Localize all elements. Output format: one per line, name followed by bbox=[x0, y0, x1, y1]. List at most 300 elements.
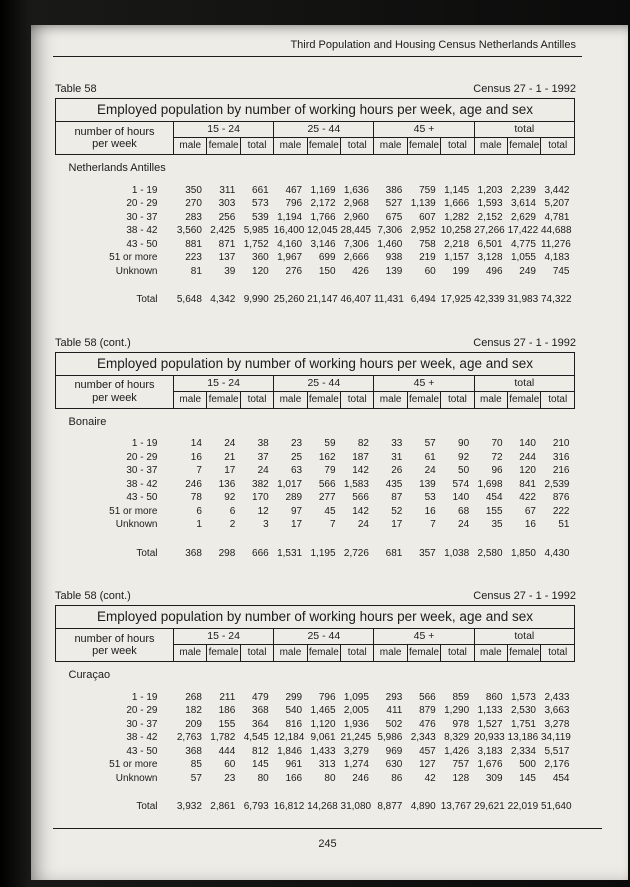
age-group-header-total: total bbox=[474, 122, 574, 138]
value-cell: 7,306 bbox=[343, 238, 369, 250]
row-label: Total bbox=[136, 294, 158, 305]
value-cell: 61 bbox=[424, 451, 436, 463]
value-cell: 1,120 bbox=[310, 718, 336, 730]
value-cell: 444 bbox=[218, 745, 236, 757]
value-cell: 1,017 bbox=[277, 478, 303, 490]
value-cell: 5,985 bbox=[243, 225, 269, 236]
value-cell: 46,407 bbox=[340, 294, 372, 305]
value-cell: 39 bbox=[224, 265, 236, 277]
value-cell: 136 bbox=[218, 478, 236, 490]
sub-header-total: total bbox=[341, 391, 374, 408]
value-cell: 87 bbox=[391, 492, 403, 503]
data-row bbox=[56, 251, 575, 265]
value-cell: 630 bbox=[385, 759, 403, 770]
value-cell: 2,005 bbox=[343, 705, 369, 716]
value-cell: 607 bbox=[419, 211, 436, 223]
value-cell: 311 bbox=[219, 184, 236, 196]
value-cell: 876 bbox=[552, 492, 570, 503]
value-cell: 3,278 bbox=[544, 718, 570, 730]
value-cell: 5,517 bbox=[544, 745, 570, 757]
value-cell: 293 bbox=[385, 691, 403, 703]
table-label: Table 58 (cont.) bbox=[55, 590, 131, 602]
data-row bbox=[56, 518, 575, 532]
value-cell: 4,160 bbox=[277, 238, 303, 250]
age-group-header-45plus: 45 + bbox=[374, 122, 474, 138]
value-cell: 25 bbox=[291, 451, 303, 463]
value-cell: 350 bbox=[185, 184, 202, 196]
value-cell: 6,501 bbox=[477, 238, 503, 250]
value-cell: 14 bbox=[190, 438, 202, 449]
value-cell: 145 bbox=[252, 759, 269, 770]
value-cell: 496 bbox=[485, 265, 503, 277]
sub-header-total: total bbox=[341, 645, 374, 662]
hours-column-header: number of hours per week bbox=[56, 375, 174, 408]
value-cell: 14,268 bbox=[307, 801, 338, 812]
sub-header-total: total bbox=[441, 391, 474, 408]
value-cell: 277 bbox=[318, 492, 336, 503]
value-cell: 7 bbox=[430, 519, 436, 530]
value-cell: 426 bbox=[352, 265, 369, 277]
value-cell: 1,038 bbox=[444, 547, 470, 559]
row-label: 51 or more bbox=[109, 505, 158, 517]
age-group-header-total: total bbox=[474, 629, 574, 645]
row-label: Unknown bbox=[115, 519, 158, 530]
value-cell: 24 bbox=[458, 519, 470, 530]
value-cell: 1,666 bbox=[444, 198, 470, 209]
value-cell: 210 bbox=[552, 438, 570, 449]
value-cell: 859 bbox=[452, 691, 470, 703]
value-cell: 796 bbox=[318, 691, 336, 703]
sub-header-total: total bbox=[240, 645, 273, 662]
value-cell: 283 bbox=[185, 211, 202, 223]
sub-header-female: female bbox=[307, 645, 340, 662]
value-cell: 21,147 bbox=[307, 294, 338, 305]
sub-header-female: female bbox=[207, 138, 240, 155]
age-group-header-25-44: 25 - 44 bbox=[274, 375, 374, 391]
value-cell: 5,648 bbox=[176, 294, 202, 305]
value-cell: 1,766 bbox=[310, 211, 336, 223]
value-cell: 21,245 bbox=[340, 732, 372, 743]
value-cell: 42,339 bbox=[474, 294, 505, 305]
value-cell: 566 bbox=[352, 492, 369, 503]
value-cell: 60 bbox=[224, 759, 236, 770]
sub-header-total: total bbox=[441, 645, 474, 662]
value-cell: 978 bbox=[452, 718, 470, 730]
value-cell: 12 bbox=[257, 505, 269, 517]
table-title: Employed population by number of working hours per week, age and sex bbox=[56, 352, 575, 375]
value-cell: 479 bbox=[252, 691, 269, 703]
value-cell: 1,133 bbox=[477, 705, 503, 716]
value-cell: 2,580 bbox=[477, 547, 503, 559]
value-cell: 1,967 bbox=[277, 252, 303, 263]
region-label: Curaçao bbox=[68, 669, 111, 681]
value-cell: 22,019 bbox=[507, 801, 539, 812]
sub-header-male: male bbox=[274, 138, 307, 155]
value-cell: 6 bbox=[196, 505, 202, 517]
value-cell: 268 bbox=[185, 691, 202, 703]
value-cell: 13,186 bbox=[507, 732, 539, 743]
sub-header-male: male bbox=[274, 391, 307, 408]
value-cell: 187 bbox=[352, 451, 369, 463]
value-cell: 2,172 bbox=[310, 198, 336, 209]
census-table bbox=[55, 605, 575, 814]
value-cell: 127 bbox=[419, 759, 436, 770]
value-cell: 97 bbox=[291, 505, 303, 517]
value-cell: 120 bbox=[252, 265, 269, 277]
value-cell: 60 bbox=[424, 265, 436, 277]
value-cell: 2,239 bbox=[510, 184, 536, 196]
sub-header-male: male bbox=[174, 391, 207, 408]
value-cell: 4,342 bbox=[210, 294, 236, 305]
value-cell: 313 bbox=[318, 759, 336, 770]
value-cell: 3,442 bbox=[544, 184, 570, 196]
region-row bbox=[56, 662, 575, 691]
value-cell: 382 bbox=[252, 478, 269, 490]
value-cell: 2,334 bbox=[510, 745, 536, 757]
value-cell: 2,218 bbox=[444, 238, 470, 250]
value-cell: 1,426 bbox=[444, 745, 470, 757]
value-cell: 24 bbox=[224, 438, 236, 449]
sub-header-male: male bbox=[374, 391, 407, 408]
value-cell: 1,676 bbox=[477, 759, 503, 770]
value-cell: 145 bbox=[519, 772, 536, 784]
value-cell: 2,530 bbox=[510, 705, 536, 716]
value-cell: 309 bbox=[485, 772, 503, 784]
value-cell: 364 bbox=[252, 718, 269, 730]
value-cell: 841 bbox=[519, 478, 536, 490]
value-cell: 681 bbox=[385, 547, 403, 559]
value-cell: 2,763 bbox=[176, 732, 202, 743]
sub-header-male: male bbox=[474, 391, 507, 408]
value-cell: 63 bbox=[291, 465, 303, 476]
value-cell: 17,925 bbox=[440, 294, 472, 305]
value-cell: 270 bbox=[185, 198, 202, 209]
value-cell: 24 bbox=[424, 465, 436, 476]
value-cell: 360 bbox=[252, 252, 269, 263]
data-row bbox=[56, 758, 575, 772]
value-cell: 86 bbox=[391, 772, 403, 784]
region-label: Netherlands Antilles bbox=[68, 162, 166, 174]
value-cell: 35 bbox=[491, 519, 503, 530]
value-cell: 527 bbox=[385, 198, 403, 209]
value-cell: 9,990 bbox=[243, 294, 269, 305]
value-cell: 31,080 bbox=[340, 801, 372, 812]
sub-header-male: male bbox=[374, 138, 407, 155]
value-cell: 661 bbox=[252, 184, 269, 196]
value-cell: 222 bbox=[552, 505, 570, 517]
data-row bbox=[56, 718, 575, 732]
value-cell: 142 bbox=[352, 505, 369, 517]
row-label: Unknown bbox=[115, 772, 158, 784]
value-cell: 299 bbox=[285, 691, 303, 703]
value-cell: 368 bbox=[185, 745, 202, 757]
value-cell: 17 bbox=[291, 519, 303, 530]
value-cell: 53 bbox=[424, 492, 436, 503]
hours-column-header: number of hours per week bbox=[56, 629, 174, 662]
value-cell: 13,767 bbox=[440, 801, 472, 812]
value-cell: 80 bbox=[257, 772, 269, 784]
value-cell: 29,621 bbox=[474, 801, 505, 812]
value-cell: 1,527 bbox=[477, 718, 503, 730]
value-cell: 85 bbox=[190, 759, 202, 770]
value-cell: 59 bbox=[324, 438, 336, 449]
value-cell: 3,614 bbox=[510, 198, 536, 209]
value-cell: 1,752 bbox=[243, 238, 269, 250]
sub-header-female: female bbox=[407, 645, 440, 662]
census-label: Census 27 - 1 - 1992 bbox=[473, 83, 576, 95]
value-cell: 881 bbox=[185, 238, 202, 250]
value-cell: 11,276 bbox=[540, 238, 571, 250]
value-cell: 860 bbox=[485, 691, 503, 703]
value-cell: 1,290 bbox=[444, 705, 470, 716]
page-footer bbox=[53, 828, 602, 850]
value-cell: 675 bbox=[385, 211, 403, 223]
value-cell: 9,061 bbox=[310, 732, 336, 743]
data-row bbox=[56, 437, 575, 451]
value-cell: 128 bbox=[452, 772, 470, 784]
value-cell: 7 bbox=[329, 519, 336, 530]
value-cell: 457 bbox=[419, 745, 436, 757]
value-cell: 24 bbox=[357, 519, 369, 530]
value-cell: 758 bbox=[419, 238, 436, 250]
value-cell: 33 bbox=[391, 438, 403, 449]
value-cell: 812 bbox=[252, 745, 269, 757]
census-table bbox=[55, 352, 575, 561]
value-cell: 2,952 bbox=[410, 225, 436, 236]
row-label: 38 - 42 bbox=[126, 225, 158, 236]
data-row bbox=[56, 238, 575, 252]
value-cell: 155 bbox=[485, 505, 503, 517]
data-row bbox=[56, 491, 575, 505]
value-cell: 26 bbox=[391, 465, 403, 476]
sub-header-total: total bbox=[240, 391, 273, 408]
value-cell: 6 bbox=[229, 505, 236, 517]
value-cell: 211 bbox=[219, 691, 236, 703]
value-cell: 699 bbox=[318, 252, 336, 263]
sub-header-male: male bbox=[174, 645, 207, 662]
value-cell: 1,573 bbox=[510, 691, 536, 703]
value-cell: 38 bbox=[257, 438, 269, 449]
value-cell: 467 bbox=[285, 184, 303, 196]
table-body bbox=[56, 408, 575, 560]
value-cell: 3 bbox=[263, 519, 269, 530]
value-cell: 137 bbox=[218, 252, 236, 263]
sub-header-female: female bbox=[307, 391, 340, 408]
value-cell: 573 bbox=[252, 198, 269, 209]
sub-header-female: female bbox=[407, 391, 440, 408]
row-label: 20 - 29 bbox=[126, 705, 158, 716]
data-row bbox=[56, 772, 575, 786]
value-cell: 540 bbox=[285, 705, 303, 716]
table-title: Employed population by number of working hours per week, age and sex bbox=[56, 99, 575, 122]
sub-header-female: female bbox=[508, 138, 541, 155]
value-cell: 139 bbox=[385, 265, 403, 277]
value-cell: 1,850 bbox=[510, 547, 536, 559]
value-cell: 7 bbox=[196, 465, 202, 476]
value-cell: 140 bbox=[452, 492, 470, 503]
value-cell: 574 bbox=[452, 478, 470, 490]
value-cell: 2,425 bbox=[210, 225, 236, 236]
value-cell: 6,793 bbox=[243, 801, 269, 812]
value-cell: 166 bbox=[285, 772, 303, 784]
data-row bbox=[56, 745, 575, 759]
value-cell: 78 bbox=[190, 492, 202, 503]
value-cell: 25,260 bbox=[273, 294, 305, 305]
value-cell: 316 bbox=[552, 451, 570, 463]
value-cell: 256 bbox=[218, 211, 236, 223]
table-caption bbox=[55, 83, 576, 95]
value-cell: 186 bbox=[218, 705, 236, 716]
page-number: 245 bbox=[318, 838, 337, 850]
value-cell: 422 bbox=[519, 492, 536, 503]
value-cell: 1,055 bbox=[510, 252, 536, 263]
hours-column-header: number of hours per week bbox=[56, 122, 174, 155]
row-label: Unknown bbox=[115, 265, 158, 277]
value-cell: 368 bbox=[252, 705, 269, 716]
value-cell: 502 bbox=[385, 718, 403, 730]
table-section-bonaire bbox=[55, 337, 576, 561]
value-cell: 1,846 bbox=[277, 745, 303, 757]
sub-header-female: female bbox=[407, 138, 440, 155]
data-row bbox=[56, 265, 575, 279]
value-cell: 4,183 bbox=[544, 252, 570, 263]
data-row bbox=[56, 731, 575, 745]
value-cell: 170 bbox=[252, 492, 269, 503]
sub-header-male: male bbox=[474, 138, 507, 155]
value-cell: 2,968 bbox=[343, 198, 369, 209]
age-group-header-15-24: 15 - 24 bbox=[174, 375, 274, 391]
table-caption bbox=[55, 590, 576, 602]
value-cell: 74,322 bbox=[540, 294, 572, 305]
value-cell: 454 bbox=[552, 772, 570, 784]
value-cell: 42 bbox=[424, 772, 436, 784]
value-cell: 1,636 bbox=[343, 184, 369, 196]
value-cell: 4,775 bbox=[510, 238, 536, 250]
value-cell: 120 bbox=[519, 465, 536, 476]
value-cell: 79 bbox=[324, 465, 336, 476]
total-row bbox=[56, 785, 575, 814]
value-cell: 666 bbox=[252, 547, 269, 559]
sub-header-female: female bbox=[207, 645, 240, 662]
value-cell: 16 bbox=[424, 505, 436, 517]
age-group-header-15-24: 15 - 24 bbox=[174, 629, 274, 645]
data-row bbox=[56, 197, 575, 211]
value-cell: 2,176 bbox=[544, 759, 570, 770]
table-caption bbox=[55, 337, 576, 349]
value-cell: 142 bbox=[352, 465, 369, 476]
value-cell: 70 bbox=[491, 438, 503, 449]
value-cell: 16 bbox=[190, 451, 202, 463]
value-cell: 3,128 bbox=[477, 252, 503, 263]
value-cell: 1,593 bbox=[477, 198, 503, 209]
value-cell: 961 bbox=[285, 759, 303, 770]
value-cell: 17 bbox=[224, 465, 236, 476]
value-cell: 67 bbox=[524, 505, 536, 517]
value-cell: 244 bbox=[519, 451, 536, 463]
age-group-header-total: total bbox=[474, 375, 574, 391]
value-cell: 23 bbox=[291, 438, 303, 449]
value-cell: 150 bbox=[318, 265, 336, 277]
value-cell: 2,343 bbox=[410, 732, 436, 743]
table-label: Table 58 (cont.) bbox=[55, 336, 131, 349]
value-cell: 1,195 bbox=[310, 547, 336, 559]
value-cell: 3,146 bbox=[310, 238, 336, 250]
row-label: Total bbox=[136, 547, 158, 559]
value-cell: 8,877 bbox=[377, 801, 403, 812]
value-cell: 10,258 bbox=[440, 225, 472, 236]
value-cell: 879 bbox=[419, 705, 436, 716]
value-cell: 6,494 bbox=[410, 294, 436, 305]
value-cell: 219 bbox=[419, 252, 436, 263]
value-cell: 566 bbox=[419, 691, 436, 703]
value-cell: 1,936 bbox=[343, 718, 369, 730]
value-cell: 3,560 bbox=[176, 225, 202, 236]
value-cell: 276 bbox=[285, 265, 303, 277]
data-row bbox=[56, 704, 575, 718]
value-cell: 1,531 bbox=[277, 547, 303, 559]
data-row bbox=[56, 224, 575, 238]
data-row bbox=[56, 211, 575, 225]
value-cell: 16 bbox=[524, 519, 536, 530]
value-cell: 16,400 bbox=[273, 225, 305, 236]
sub-header-male: male bbox=[174, 138, 207, 155]
sub-header-male: male bbox=[274, 645, 307, 662]
value-cell: 1,145 bbox=[444, 184, 470, 196]
value-cell: 1,095 bbox=[343, 691, 369, 703]
age-group-header-25-44: 25 - 44 bbox=[274, 629, 374, 645]
region-row bbox=[56, 408, 575, 437]
value-cell: 2 bbox=[229, 519, 236, 530]
row-label: 30 - 37 bbox=[126, 718, 158, 730]
value-cell: 1,698 bbox=[477, 478, 503, 490]
sub-header-total: total bbox=[541, 138, 575, 155]
region-label: Bonaire bbox=[68, 415, 107, 428]
value-cell: 816 bbox=[285, 718, 303, 730]
value-cell: 969 bbox=[385, 745, 403, 757]
sub-header-female: female bbox=[508, 391, 541, 408]
value-cell: 759 bbox=[419, 184, 436, 196]
table-label: Table 58 bbox=[55, 83, 97, 95]
sub-header-total: total bbox=[541, 391, 575, 408]
value-cell: 57 bbox=[424, 438, 436, 449]
value-cell: 140 bbox=[519, 438, 536, 449]
value-cell: 1,460 bbox=[377, 238, 403, 250]
value-cell: 303 bbox=[218, 198, 236, 209]
row-label: 1 - 19 bbox=[131, 438, 158, 449]
value-cell: 52 bbox=[391, 505, 403, 517]
total-row bbox=[56, 532, 575, 561]
table-body bbox=[56, 662, 575, 814]
value-cell: 1,583 bbox=[343, 478, 369, 490]
header-rule bbox=[53, 56, 582, 57]
value-cell: 368 bbox=[185, 547, 202, 559]
value-cell: 1,169 bbox=[310, 184, 336, 196]
value-cell: 12,045 bbox=[307, 225, 338, 236]
value-cell: 7,306 bbox=[377, 225, 403, 236]
value-cell: 223 bbox=[185, 252, 202, 263]
row-label: 43 - 50 bbox=[126, 745, 158, 757]
age-group-header-25-44: 25 - 44 bbox=[274, 122, 374, 138]
value-cell: 17,422 bbox=[507, 225, 539, 236]
value-cell: 1,433 bbox=[310, 745, 336, 757]
sub-header-female: female bbox=[307, 138, 340, 155]
data-row bbox=[56, 691, 575, 705]
value-cell: 2,960 bbox=[343, 211, 369, 223]
census-table bbox=[55, 98, 575, 307]
age-group-header-45plus: 45 + bbox=[374, 375, 474, 391]
value-cell: 246 bbox=[185, 478, 202, 490]
value-cell: 246 bbox=[352, 772, 369, 784]
